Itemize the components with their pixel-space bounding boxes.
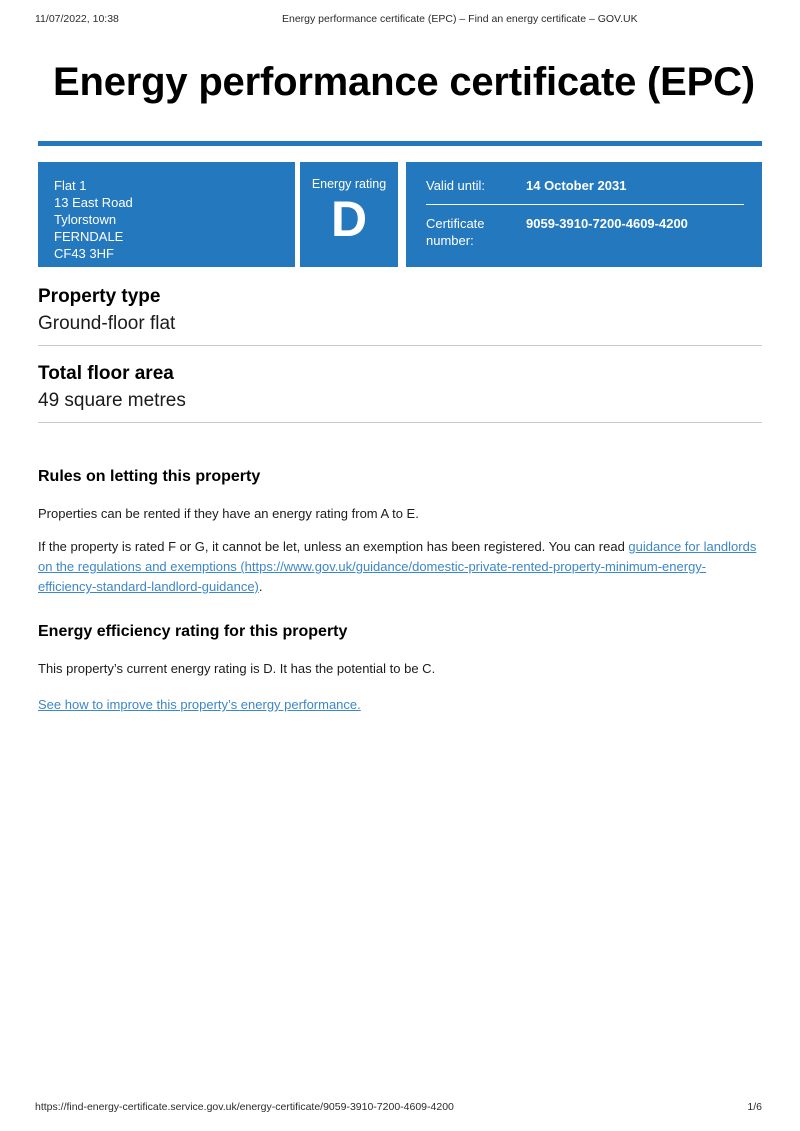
certificate-number-value: 9059-3910-7200-4609-4200 (526, 216, 688, 231)
address-line-1: Flat 1 (54, 178, 87, 193)
landlord-guidance-link[interactable]: guidance for landlords on the regulations and exemptions (https://www.gov.uk/guidance/domestic-private-rented-property-minimum-energy-efficiency-standard-landlord-guidance) (38, 539, 757, 594)
validity-separator (426, 204, 744, 205)
section-divider (38, 422, 762, 423)
certificate-page (38, 48, 762, 715)
section-divider (38, 345, 762, 346)
address-line-5: CF43 3HF (54, 246, 114, 261)
energy-rating-box (300, 162, 398, 267)
energy-rating-value: D (330, 191, 368, 247)
blue-rule (38, 141, 762, 146)
certificate-number-label: Certificate number: (426, 216, 485, 248)
floor-area-value: 49 square metres (38, 390, 186, 411)
valid-until-value: 14 October 2031 (526, 178, 627, 193)
property-address-box (38, 162, 295, 267)
print-datetime: 11/07/2022, 10:38 (35, 13, 119, 25)
address-line-4: FERNDALE (54, 229, 124, 244)
efficiency-rating-paragraph: This property’s current energy rating is D. It has the potential to be C. (38, 661, 436, 676)
letting-rules-section (38, 467, 762, 597)
improve-performance-link[interactable]: See how to improve this property’s energy performance. (38, 697, 361, 712)
print-header (35, 13, 765, 27)
valid-until-label: Valid until: (426, 178, 486, 193)
address-line-3: Tylorstown (54, 212, 117, 227)
print-footer (35, 1101, 762, 1113)
print-page-indicator: 1/6 (747, 1101, 762, 1113)
certificate-number-row (426, 215, 744, 249)
floor-area-section (38, 363, 762, 423)
property-type-heading: Property type (38, 286, 161, 307)
certificate-summary (38, 162, 762, 267)
letting-rules-paragraph-2-period: . (258, 579, 263, 594)
page-title: Energy performance certificate (EPC) (53, 60, 755, 104)
property-type-value: Ground-floor flat (38, 313, 176, 334)
letting-rules-paragraph-2 (38, 537, 762, 597)
address-line-2: 13 East Road (54, 195, 133, 210)
print-document-title: Energy performance certificate (EPC) – Find an energy certificate – GOV.UK (282, 13, 638, 25)
floor-area-heading: Total floor area (38, 363, 174, 384)
energy-rating-label: Energy rating (311, 177, 387, 191)
efficiency-rating-section (38, 622, 762, 715)
letting-rules-heading: Rules on letting this property (38, 468, 261, 485)
letting-rules-paragraph-1: Properties can be rented if they have an energy rating from A to E. (38, 506, 419, 521)
validity-box (406, 162, 762, 267)
print-footer-url: https://find-energy-certificate.service.gov.uk/energy-certificate/9059-3910-7200-4609-4200 (35, 1101, 454, 1113)
efficiency-rating-heading: Energy efficiency rating for this property (38, 623, 348, 640)
letting-rules-paragraph-2-text: If the property is rated F or G, it cannot be let, unless an exemption has been registered. You can read (38, 539, 629, 554)
property-type-section (38, 286, 762, 346)
valid-until-row (426, 177, 744, 194)
